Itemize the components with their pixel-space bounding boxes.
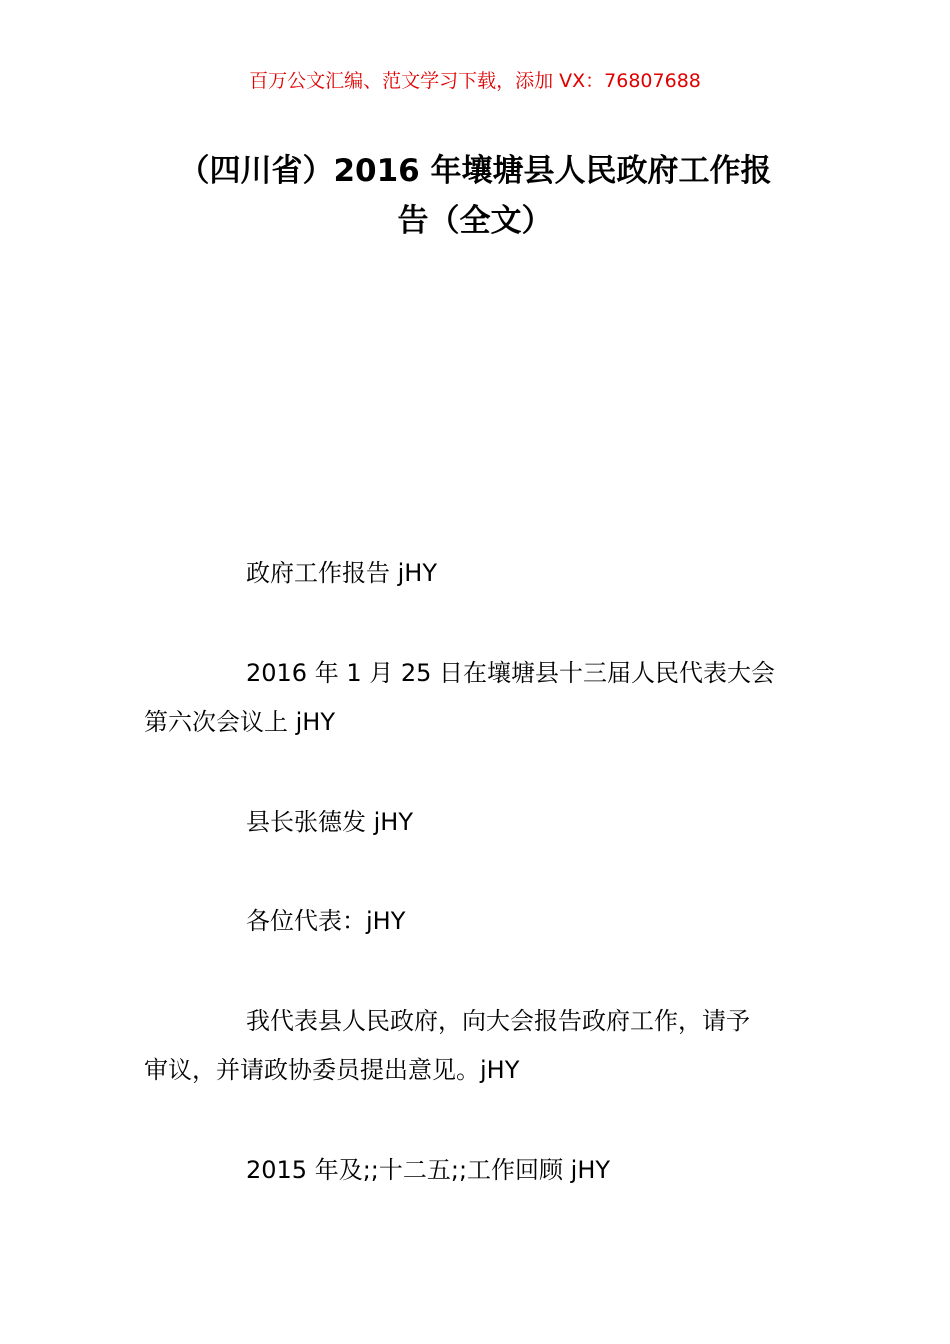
paragraph-meeting-info-line-1: 2016 年 1 月 25 日在壤塘县十三届人民代表大会 <box>246 659 776 687</box>
paragraph-meeting-info <box>144 649 806 747</box>
paragraph-speaker: 县长张德发 jHY <box>246 808 414 836</box>
paragraph-report-heading: 政府工作报告 jHY <box>246 559 438 587</box>
paragraph-section-heading: 2015 年及;;十二五;;工作回顾 jHY <box>246 1156 611 1184</box>
document-title <box>144 146 806 246</box>
paragraph-meeting-info-line-2: 第六次会议上 jHY <box>144 708 336 736</box>
header-banner: 百万公文汇编、范文学习下载，添加 VX：76807688 <box>249 70 701 92</box>
document-title-line-1: （四川省）2016 年壤塘县人民政府工作报 <box>178 153 772 189</box>
document-title-line-2: 告（全文） <box>397 203 553 239</box>
paragraph-introduction-line-1: 我代表县人民政府，向大会报告政府工作，请予 <box>246 1007 750 1035</box>
paragraph-salutation: 各位代表：jHY <box>246 907 406 935</box>
paragraph-introduction-line-2: 审议，并请政协委员提出意见。jHY <box>144 1056 520 1084</box>
paragraph-introduction <box>144 997 806 1095</box>
